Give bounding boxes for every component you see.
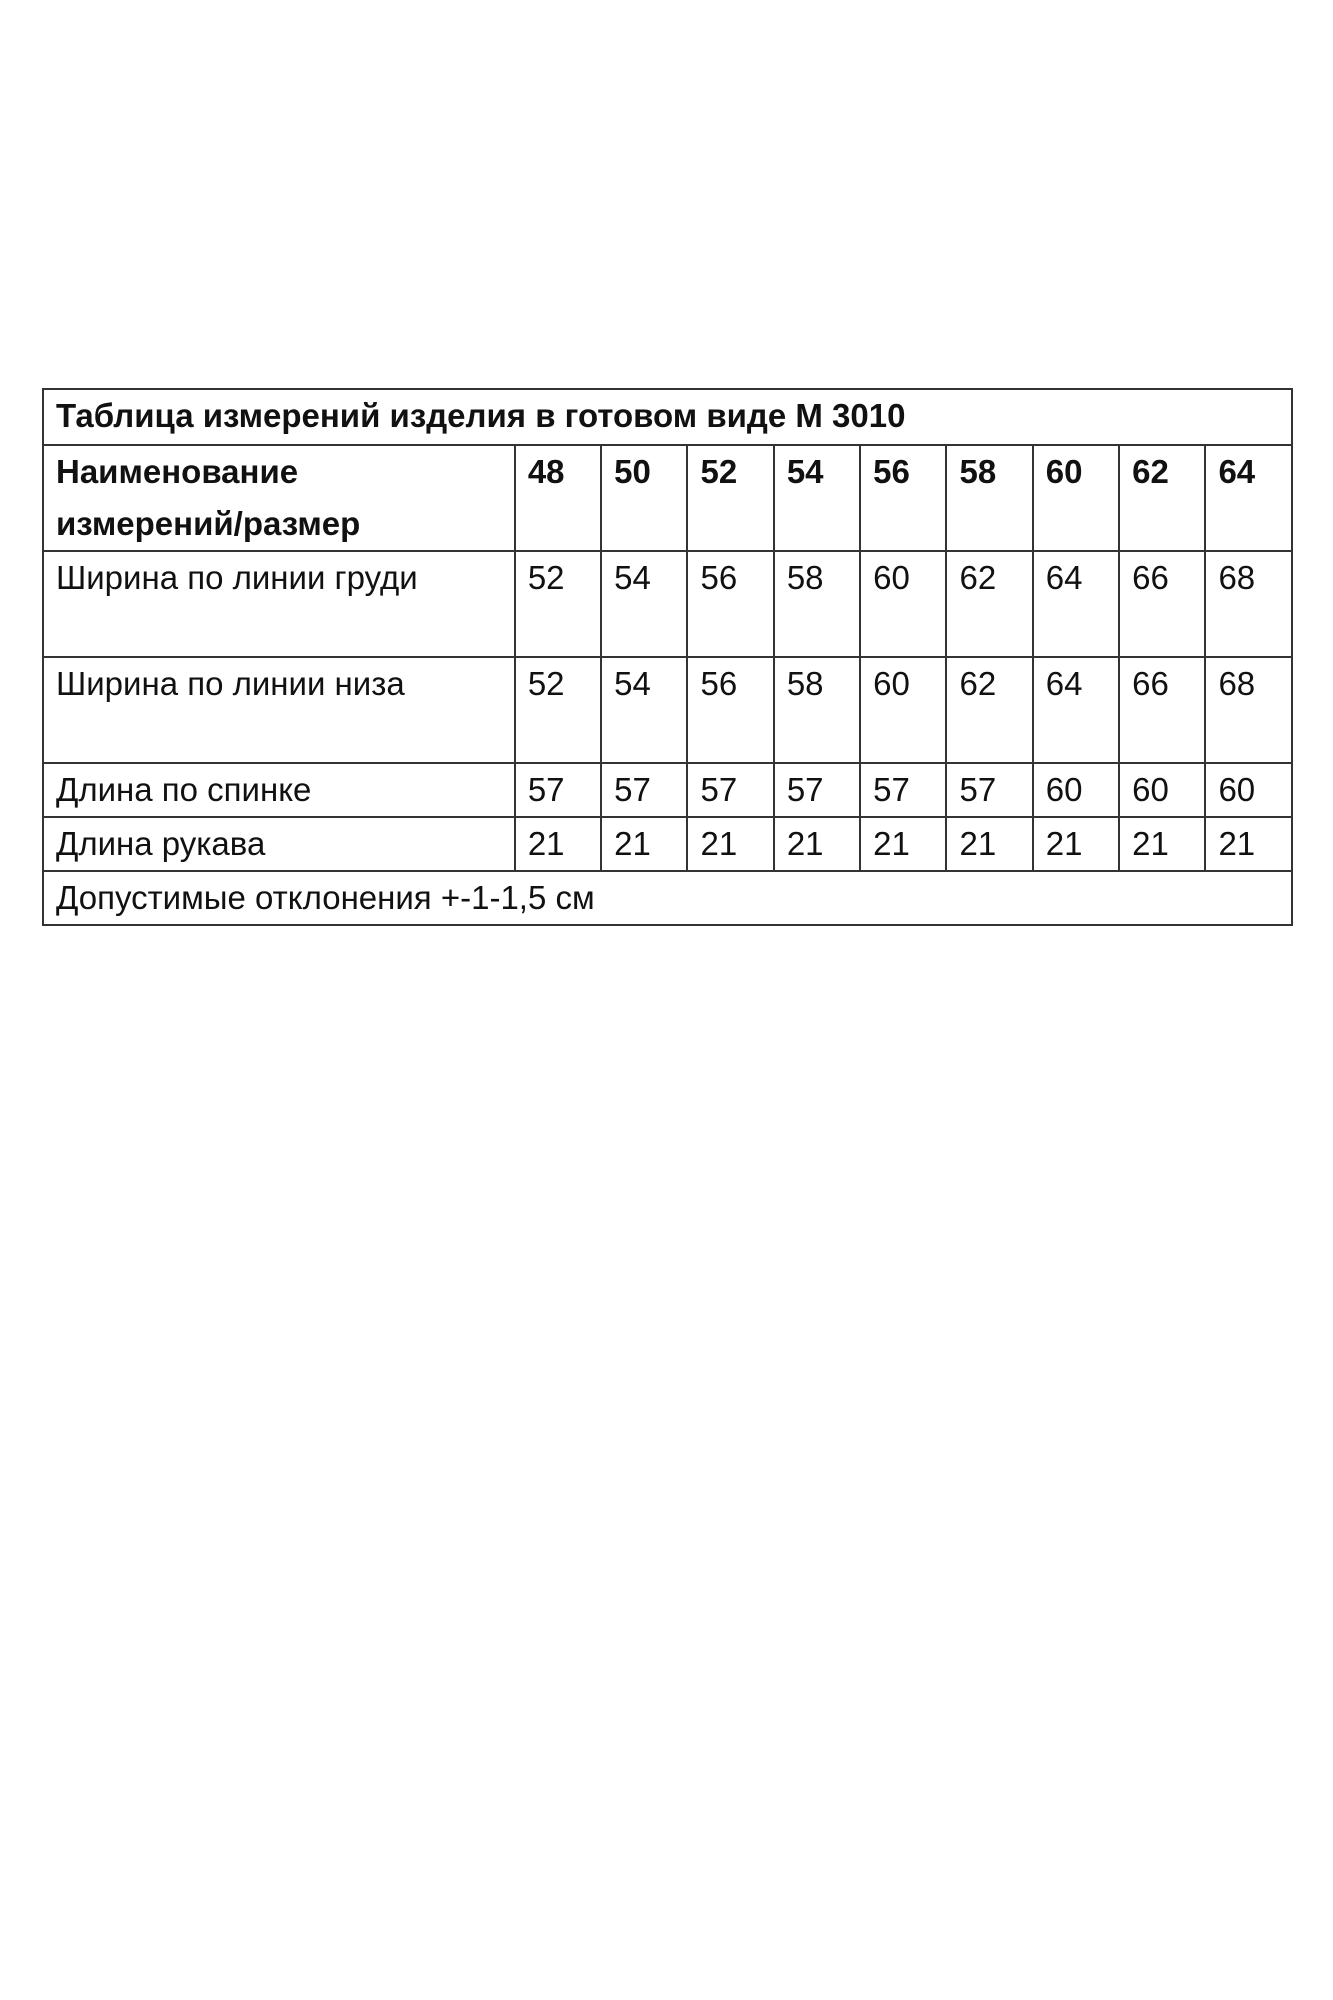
- table-cell: 21: [774, 817, 860, 871]
- title-row: [43, 389, 1292, 445]
- row-label: Длина рукава: [43, 817, 515, 871]
- row-label: Ширина по линии низа: [43, 657, 515, 763]
- table-cell: 60: [1205, 763, 1292, 817]
- measurements-table: [42, 388, 1293, 926]
- header-row: [43, 445, 1292, 551]
- header-label-line2: измерений/размер: [56, 505, 361, 542]
- table-cell: 57: [946, 763, 1032, 817]
- table-cell: 57: [515, 763, 601, 817]
- table-cell: 60: [860, 657, 946, 763]
- table-cell: 68: [1205, 657, 1292, 763]
- table-title: Таблица измерений изделия в готовом виде М 3010: [43, 389, 1292, 445]
- table-cell: 57: [860, 763, 946, 817]
- size-header: 52: [687, 445, 773, 551]
- table-cell: 57: [687, 763, 773, 817]
- size-header: 60: [1033, 445, 1119, 551]
- size-header: 64: [1205, 445, 1292, 551]
- table-row: [43, 551, 1292, 657]
- table-cell: 60: [860, 551, 946, 657]
- table-cell: 56: [687, 551, 773, 657]
- table-row: [43, 657, 1292, 763]
- size-header: 58: [946, 445, 1032, 551]
- table-cell: 54: [601, 657, 687, 763]
- table-cell: 21: [1205, 817, 1292, 871]
- size-header: 54: [774, 445, 860, 551]
- table-cell: 68: [1205, 551, 1292, 657]
- row-label: Длина по спинке: [43, 763, 515, 817]
- size-header: 62: [1119, 445, 1205, 551]
- note-row: [43, 871, 1292, 925]
- table-cell: 54: [601, 551, 687, 657]
- table-cell: 57: [774, 763, 860, 817]
- size-header: 48: [515, 445, 601, 551]
- table-cell: 21: [946, 817, 1032, 871]
- table-row: [43, 817, 1292, 871]
- header-label: [43, 445, 515, 551]
- table-cell: 66: [1119, 551, 1205, 657]
- table-cell: 21: [601, 817, 687, 871]
- table-cell: 21: [687, 817, 773, 871]
- row-label: Ширина по линии груди: [43, 551, 515, 657]
- table-cell: 62: [946, 551, 1032, 657]
- table-cell: 21: [515, 817, 601, 871]
- table-cell: 66: [1119, 657, 1205, 763]
- table-cell: 52: [515, 551, 601, 657]
- table-cell: 62: [946, 657, 1032, 763]
- table-cell: 21: [1119, 817, 1205, 871]
- header-label-line1: Наименование: [56, 453, 299, 490]
- tolerance-note: Допустимые отклонения +-1-1,5 см: [43, 871, 1292, 925]
- table-cell: 60: [1033, 763, 1119, 817]
- table-cell: 60: [1119, 763, 1205, 817]
- table-cell: 64: [1033, 551, 1119, 657]
- table-cell: 57: [601, 763, 687, 817]
- table-cell: 52: [515, 657, 601, 763]
- size-header: 56: [860, 445, 946, 551]
- table-cell: 58: [774, 657, 860, 763]
- table-cell: 58: [774, 551, 860, 657]
- table-row: [43, 763, 1292, 817]
- size-header: 50: [601, 445, 687, 551]
- table-cell: 21: [860, 817, 946, 871]
- table-cell: 56: [687, 657, 773, 763]
- table-cell: 64: [1033, 657, 1119, 763]
- table-cell: 21: [1033, 817, 1119, 871]
